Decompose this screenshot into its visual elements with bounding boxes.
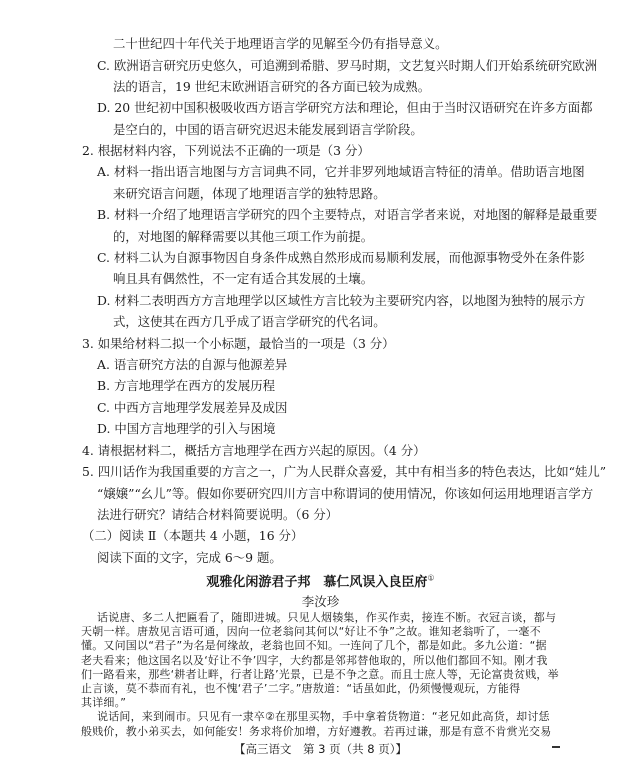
instruction-line: 阅读下面的文字，完成 6～9 题。 xyxy=(97,550,282,565)
story-line: 话说唐、多二人把匾看了，随即进城。只见人烟辏集，作买作卖，接连不断。衣冠言谈，都与 xyxy=(97,611,557,624)
text-line: 响且具有偶然性，不一定有适合其发展的土壤。 xyxy=(113,271,374,286)
text-line: 的，对地图的解释需要以其他三项工作为前提。 xyxy=(113,229,374,244)
option-b-line: B. 方言地理学在西方的发展历程 xyxy=(97,378,276,393)
text-line: 来研究语言问题，体现了地理语言学的独特思路。 xyxy=(113,186,386,201)
story-line: 老夫看来；他这国名以及‘好让不争’四字，大约都是邻邦替他取的，所以他们都回不知。刚才我 xyxy=(81,653,548,667)
story-line: 说话间，来到闹市。只见有一隶卒②在那里买物，手中拿着货物道：“老兄如此高货，却讨恁 xyxy=(97,710,550,724)
text-line: 是空白的，中国的语言研究迟迟未能发展到语言学阶段。 xyxy=(113,122,423,137)
option-c-line: C. 中西方言地理学发展差异及成因 xyxy=(97,400,288,415)
story-author: 李汝珍 xyxy=(301,594,340,609)
page-mark xyxy=(552,746,560,748)
text-line: 式，这使其在西方几乎成了语言学研究的代名词。 xyxy=(113,314,386,329)
option-c-line: C. 欧洲语言研究历史悠久，可追溯到希腊、罗马时期，文艺复兴时期人们开始系统研究欧洲 xyxy=(97,58,598,73)
option-c-line: C. 材料二认为自源事物因自身条件成熟自然形成而易顺利发展，而他源事物受外在条件影 xyxy=(97,250,585,265)
text-line: “嬢嬢”“幺儿”等。假如你要研究四川方言中称谓词的使用情况，你该如何运用地理语言学方 xyxy=(97,486,594,501)
story-line: 天朝一样。唐敖见言语可通，因向一位老翁问其何以“好让不争”之故。谁知老翁听了，一毫不 xyxy=(81,625,541,639)
question-4: 4. 请根据材料二，概括方言地理学在西方兴起的原因。（4 分） xyxy=(82,443,426,458)
section-heading: （二）阅读 Ⅱ（本题共 4 小题，16 分） xyxy=(82,528,304,543)
story-title xyxy=(0,571,641,590)
story-line: 般贱价，教小弟买去，如何能安！务求将价加增，方好遵教。若再过谦，那是有意不肯赏光交易 xyxy=(81,724,552,738)
text-line: 法进行研究？请结合材料简要说明。（6 分） xyxy=(97,507,339,522)
question-3: 3. 如果给材料二拟一个小标题，最恰当的一项是（3 分） xyxy=(82,336,395,351)
story-line: 们一路看来，那些‘耕者让畔，行者让路’光景，已是不争之意。而且士庶人等，无论富贵贫贱，举 xyxy=(81,667,559,681)
story-line: 止言谈，莫不恭而有礼，也不愧‘君子’二字。”唐敖道：“话虽如此，仍须慢慢观玩，方能得 xyxy=(81,682,521,695)
story-line: 懂。又问国以“君子”为名是何缘故，老翁也回不知。一连问了几个，都是如此。多九公道：“据 xyxy=(81,639,547,653)
question-2: 2. 根据材料内容，下列说法不正确的一项是（3 分） xyxy=(82,143,370,158)
option-a-line: A. 语言研究方法的自源与他源差异 xyxy=(97,357,288,372)
footnote-marker: ① xyxy=(427,573,435,583)
option-d-line: D. 20 世纪初中国积极吸收西方语言学研究方法和理论，但由于当时汉语研究在许多方面都 xyxy=(97,100,593,115)
option-a-line: A. 材料一指出语言地图与方言词典不同，它并非罗列地域语言特征的清单。借助语言地图 xyxy=(97,164,585,179)
option-d-line: D. 中国方言地理学的引入与困境 xyxy=(97,421,276,436)
text-line: 二十世纪四十年代关于地理语言学的见解至今仍有指导意义。 xyxy=(113,36,448,51)
story-line: 其详细。” xyxy=(81,696,127,710)
option-d-line: D. 材料二表明西方方言地理学以区域性方言比较为主要研究内容，以地图为独特的展示方 xyxy=(97,293,586,308)
story-title-text: 观雅化闲游君子邦 慕仁风误入良臣府 xyxy=(206,575,428,590)
page-footer: 【高三语文 第 3 页（共 8 页）】 xyxy=(233,742,407,756)
question-5: 5. 四川话作为我国重要的方言之一，广为人民群众喜爱，其中有相当多的特色表达，比如“娃儿” xyxy=(82,464,607,479)
text-line: 法的语言，19 世纪末欧洲语言研究的各方面已较为成熟。 xyxy=(113,79,431,94)
option-b-line: B. 材料一介绍了地理语言学研究的四个主要特点，对语言学者来说，对地图的解释是最重要 xyxy=(97,207,598,222)
